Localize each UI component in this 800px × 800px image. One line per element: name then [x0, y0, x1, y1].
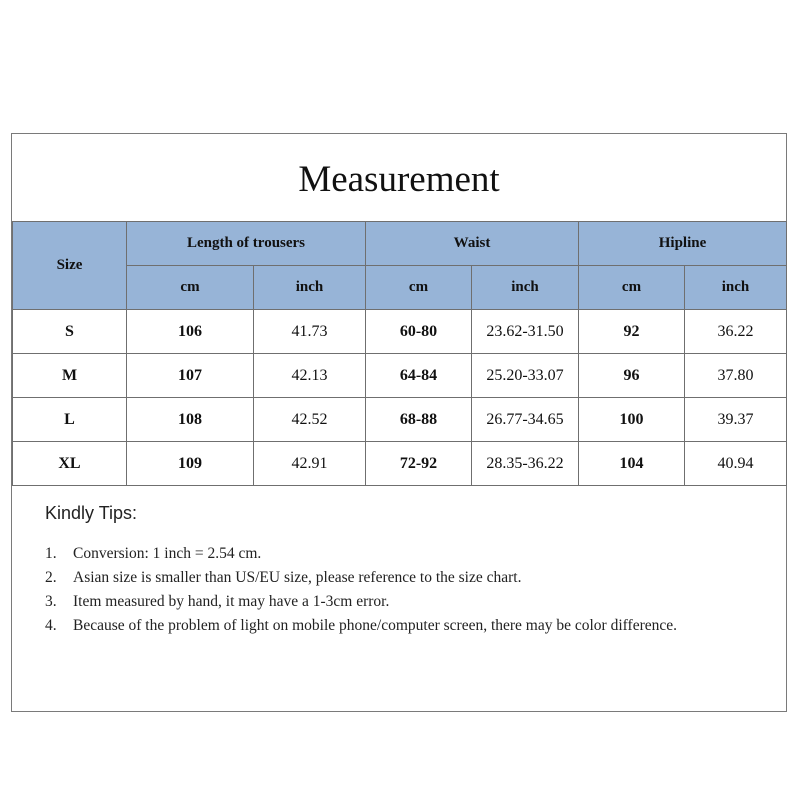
- length-cm-cell: 108: [127, 398, 254, 442]
- tip-item: [45, 614, 765, 638]
- tips-title: Kindly Tips:: [45, 503, 138, 523]
- hipline-group-header: Hipline: [579, 222, 787, 266]
- hip-inch-cell: 39.37: [685, 398, 787, 442]
- waist-inch-cell: 28.35-36.22: [472, 442, 579, 486]
- hip-cm-cell: 92: [579, 310, 685, 354]
- tip-text: Conversion: 1 inch = 2.54 cm.: [73, 545, 262, 562]
- table-row: [13, 442, 787, 486]
- page-title: Measurement: [298, 159, 500, 200]
- waist-cm-cell: 68-88: [366, 398, 472, 442]
- size-cell: L: [13, 398, 127, 442]
- waist-inch-cell: 26.77-34.65: [472, 398, 579, 442]
- length-cm-cell: 107: [127, 354, 254, 398]
- table-unit-row: [13, 266, 787, 310]
- length-cm-cell: 106: [127, 310, 254, 354]
- unit-header: cm: [127, 266, 254, 310]
- tip-item: [45, 542, 765, 566]
- unit-header: inch: [472, 266, 579, 310]
- hip-cm-cell: 104: [579, 442, 685, 486]
- tips-list: [45, 542, 765, 638]
- tip-number: 3.: [45, 593, 57, 610]
- hip-cm-cell: 96: [579, 354, 685, 398]
- table-row: [13, 354, 787, 398]
- tip-text: Item measured by hand, it may have a 1-3cm error.: [73, 593, 390, 610]
- length-inch-cell: 41.73: [254, 310, 366, 354]
- tip-number: 2.: [45, 569, 57, 586]
- unit-header: inch: [254, 266, 366, 310]
- tip-item: [45, 590, 765, 614]
- size-cell: S: [13, 310, 127, 354]
- tip-number: 4.: [45, 617, 57, 634]
- length-inch-cell: 42.52: [254, 398, 366, 442]
- table-header-row: [13, 222, 787, 266]
- tip-number: 1.: [45, 545, 57, 562]
- size-cell: XL: [13, 442, 127, 486]
- unit-header: inch: [685, 266, 787, 310]
- table-row: [13, 398, 787, 442]
- length-inch-cell: 42.13: [254, 354, 366, 398]
- tip-text: Asian size is smaller than US/EU size, please reference to the size chart.: [73, 569, 522, 586]
- tip-text: Because of the problem of light on mobile phone/computer screen, there may be color difference.: [73, 617, 677, 634]
- waist-cm-cell: 72-92: [366, 442, 472, 486]
- hip-inch-cell: 37.80: [685, 354, 787, 398]
- unit-header: cm: [579, 266, 685, 310]
- length-group-header: Length of trousers: [127, 222, 366, 266]
- table-row: [13, 310, 787, 354]
- size-chart-frame: [11, 133, 787, 712]
- tip-item: [45, 566, 765, 590]
- size-column-header: Size: [13, 222, 127, 310]
- length-cm-cell: 109: [127, 442, 254, 486]
- length-inch-cell: 42.91: [254, 442, 366, 486]
- waist-inch-cell: 23.62-31.50: [472, 310, 579, 354]
- waist-group-header: Waist: [366, 222, 579, 266]
- waist-cm-cell: 64-84: [366, 354, 472, 398]
- tips-section: [45, 503, 765, 638]
- size-table: [12, 221, 787, 486]
- waist-inch-cell: 25.20-33.07: [472, 354, 579, 398]
- waist-cm-cell: 60-80: [366, 310, 472, 354]
- hip-cm-cell: 100: [579, 398, 685, 442]
- unit-header: cm: [366, 266, 472, 310]
- hip-inch-cell: 36.22: [685, 310, 787, 354]
- hip-inch-cell: 40.94: [685, 442, 787, 486]
- size-cell: M: [13, 354, 127, 398]
